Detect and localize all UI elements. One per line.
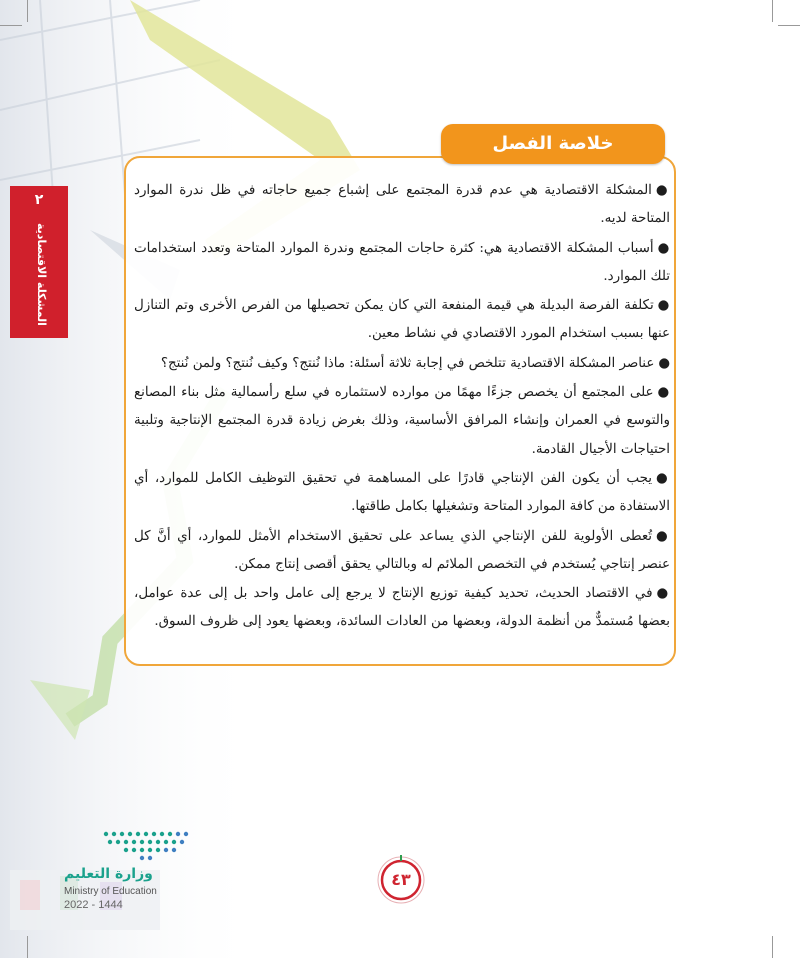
ministry-years: 2022 - 1444 — [64, 899, 123, 911]
summary-point-text: يجب أن يكون الفن الإنتاجي قادرًا على المساهمة في تحقيق التوظيف الكامل للموارد، أي الاستفادة من كافة الموارد المتاحة وتشغيلها بكامل طاقتها. — [134, 470, 670, 515]
bullet-icon: ● — [656, 527, 671, 544]
summary-point — [134, 234, 670, 292]
summary-point — [134, 579, 670, 637]
ministry-name: وزارة التعليم — [64, 866, 153, 882]
bullet-icon: ● — [658, 354, 670, 371]
bullet-icon: ● — [655, 182, 670, 198]
summary-point — [134, 291, 670, 349]
summary-point-text: أسباب المشكلة الاقتصادية هي: كثرة حاجات المجتمع وندرة الموارد المتاحة وتعدد استخدامات تلك الموارد. — [134, 240, 670, 284]
crop-mark — [0, 25, 22, 26]
bullet-icon: ● — [657, 239, 671, 256]
summary-point-text: عناصر المشكلة الاقتصادية تتلخص في إجابة ثلاثة أسئلة: ماذا نُنتج؟ وكيف نُنتج؟ ولمن نُنتج؟ — [160, 355, 655, 371]
summary-title: خلاصة الفصل — [441, 124, 665, 164]
summary-point-text: تُعطى الأولوية للفن الإنتاجي الذي يساعد على تحقيق الاستخدام الأمثل للموارد، أي أنَّ كل عنصر إنتاجي يُستخدم في التخصص الملائم له وبالتالي يحقق أقصى إنتاج ممكن. — [134, 528, 670, 572]
summary-point-text: تكلفة الفرصة البديلة هي قيمة المنفعة التي كان يمكن تحصيلها من الفرص الأخرى وتم التنازل عنها بسبب استخدام المورد الاقتصادي في نشاط معين. — [134, 298, 670, 342]
crop-mark — [772, 0, 773, 22]
bullet-icon: ● — [657, 297, 670, 314]
bullet-icon: ● — [656, 585, 670, 602]
chapter-title: المشكلة الاقتصادية — [35, 222, 48, 326]
page-number: ٤٣ — [391, 870, 411, 889]
ministry-logo — [14, 826, 198, 922]
crop-mark — [27, 0, 28, 22]
summary-list — [134, 176, 670, 637]
summary-point-text: المشكلة الاقتصادية هي عدم قدرة المجتمع على إشباع جميع حاجاته في ظل ندرة الموارد المتاحة لديه. — [134, 183, 670, 227]
summary-point — [134, 522, 670, 580]
page-number-badge — [376, 855, 426, 905]
summary-point — [134, 176, 670, 234]
summary-point — [134, 464, 670, 522]
chapter-number: ٢ — [34, 192, 44, 208]
bullet-icon: ● — [655, 469, 671, 486]
summary-point — [134, 378, 670, 464]
ministry-name-english: Ministry of Education — [64, 886, 157, 897]
bullet-icon: ● — [657, 384, 670, 401]
crop-mark — [27, 936, 28, 958]
crop-mark — [778, 25, 800, 26]
summary-point-text: على المجتمع أن يخصص جزءًا مهمًا من موارده لاستثماره في سلع رأسمالية مثل بناء المصانع والتوسع في العمران وإنشاء المرافق الأساسية، وذلك بغرض زيادة قدرة المجتمع الإنتاجية وتلبية احتياجات الأجيال القادمة. — [134, 385, 670, 457]
crop-mark — [772, 936, 773, 958]
summary-point — [134, 349, 670, 378]
ministry-dots-icon — [96, 826, 196, 862]
summary-point-text: في الاقتصاد الحديث، تحديد كيفية توزيع الإنتاج لا يرجع إلى عامل واحد بل إلى عدة عوامل، بعضها مُستمدٌّ من أنظمة الدولة، وبعضها من العادات السائدة، وبعضها يعود إلى ظروف السوق. — [134, 586, 670, 630]
chapter-side-tab — [10, 186, 68, 338]
